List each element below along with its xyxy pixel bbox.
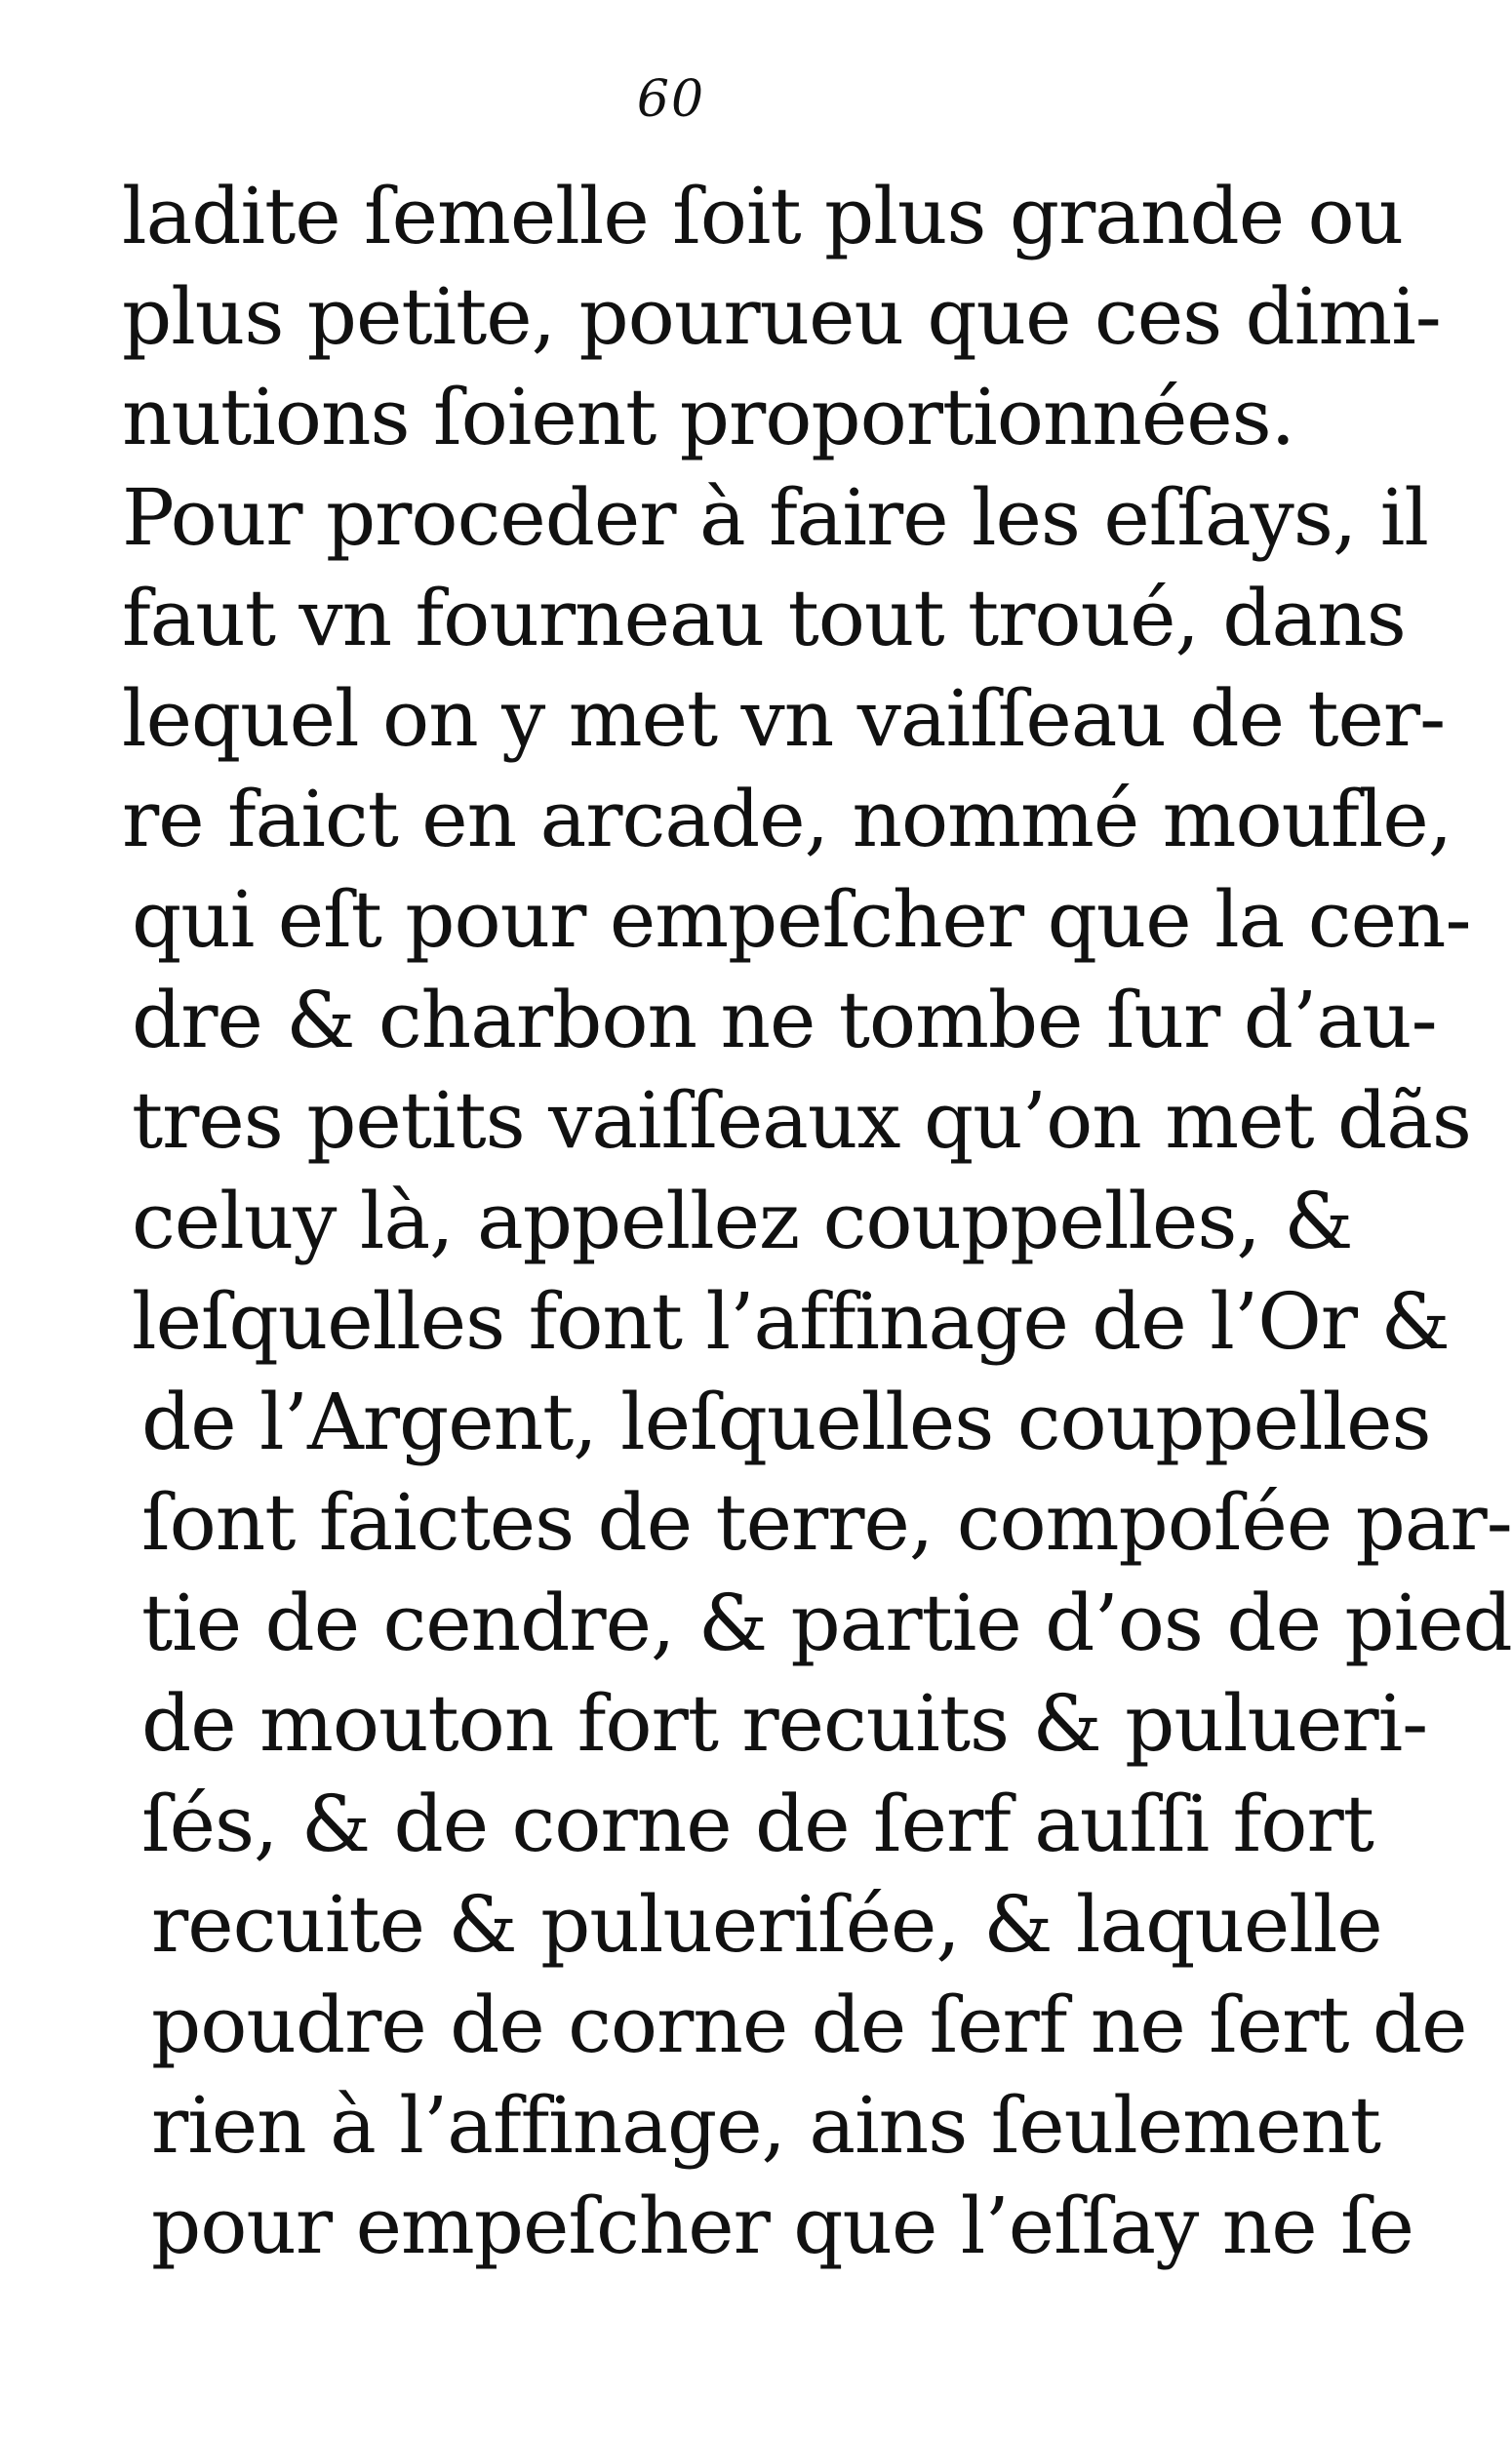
- text-line: celuy là, appellez couppelles, &: [132, 1176, 1353, 1266]
- text-line: poudre de corne de ſerf ne ſert de: [151, 1979, 1467, 2070]
- text-line: tres petits vaiſſeaux qu’on met dãs: [132, 1075, 1471, 1166]
- text-line: de l’Argent, leſquelles couppelles: [141, 1377, 1431, 1467]
- page-number: 60: [636, 70, 706, 129]
- text-line: re faict en arcade, nommé moufle,: [122, 774, 1452, 864]
- text-line: ſont faictes de terre, compoſée par-: [141, 1477, 1512, 1568]
- text-line: nutions ſoient proportionnées.: [122, 372, 1295, 462]
- text-line: lequel on y met vn vaiſſeau de ter-: [122, 673, 1446, 764]
- text-line: recuite & pulueriſée, & laquelle: [151, 1879, 1382, 1970]
- text-line: plus petite, pourueu que ces dimi-: [122, 271, 1441, 362]
- text-line: ſés, & de corne de ſerf auſſi fort: [141, 1779, 1373, 1869]
- text-line: de mouton fort recuits & pulueri-: [141, 1678, 1428, 1769]
- text-line: rien à l’affinage, ains ſeulement: [151, 2080, 1380, 2171]
- text-line: leſquelles font l’affinage de l’Or &: [132, 1276, 1450, 1367]
- text-line: qui eſt pour empeſcher que la cen-: [132, 874, 1471, 965]
- text-line: ladite ſemelle ſoit plus grande ou: [122, 171, 1404, 261]
- text-line: dre & charbon ne tombe ſur d’au-: [132, 975, 1437, 1065]
- text-line: Pour proceder à faire les eſſays, il: [122, 472, 1428, 563]
- body-text: [122, 166, 1512, 2276]
- text-line: faut vn fourneau tout troué, dans: [122, 573, 1406, 663]
- text-line: tie de cendre, & partie d’os de pied: [141, 1578, 1512, 1668]
- text-line: pour empeſcher que l’eſſay ne ſe: [151, 2180, 1413, 2271]
